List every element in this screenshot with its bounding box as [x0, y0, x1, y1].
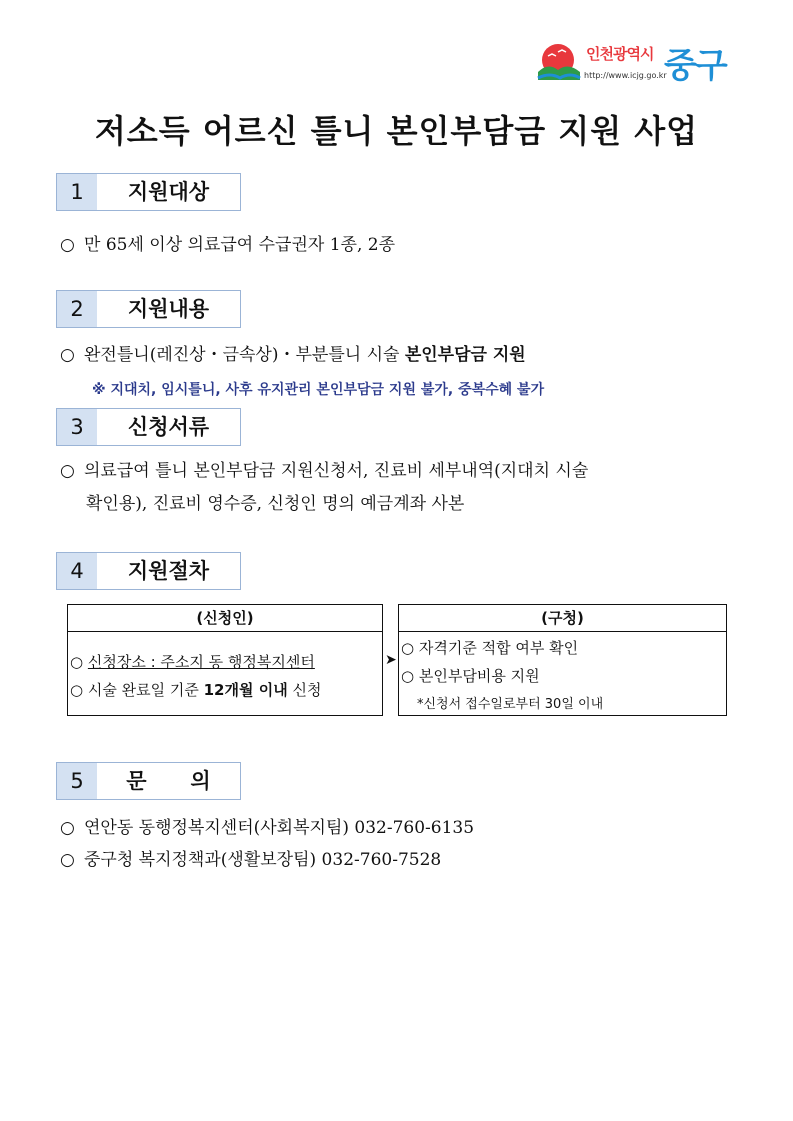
office-row-1 [401, 637, 578, 658]
section-number: 2 [56, 290, 98, 328]
bullet-circle-icon: ○ [60, 818, 75, 838]
logo-url: http://www.icjg.go.kr [584, 71, 667, 80]
bullet-circle-icon: ○ [60, 345, 75, 365]
contact-line-2 [60, 845, 441, 870]
office-check: 자격기준 적합 여부 확인 [418, 639, 579, 657]
applicant-deadline-suffix: 신청 [287, 681, 322, 699]
logo-district-name: 중구 [664, 46, 726, 86]
applicant-row-1 [70, 651, 315, 672]
contact-text: 중구청 복지정책과(생활보장팀) 032-760-7528 [84, 850, 442, 870]
applicant-box [67, 604, 383, 716]
office-header: (구청) [399, 605, 726, 632]
applicant-header: (신청인) [68, 605, 382, 632]
contact-line-1 [60, 813, 474, 838]
section-number: 5 [56, 762, 98, 800]
section-label: 문 의 [97, 762, 241, 800]
section-header-procedure [56, 552, 242, 590]
target-text: 만 65세 이상 의료급여 수급권자 1종, 2종 [84, 235, 395, 255]
bullet-circle-icon: ○ [60, 235, 75, 255]
documents-text-1: 의료급여 틀니 본인부담금 지원신청서, 진료비 세부내역(지대치 시술 [84, 461, 589, 481]
content-highlight: 본인부담금 지원 [404, 345, 526, 365]
sun-mountain-emblem-icon [536, 42, 582, 88]
applicant-deadline-prefix: 시술 완료일 기준 [87, 681, 204, 699]
section-header-documents [56, 408, 242, 446]
bullet-circle-icon: ○ [60, 461, 75, 481]
content-text: 완전틀니(레진상・금속상)・부분틀니 시술 [84, 345, 405, 365]
section-label: 신청서류 [97, 408, 241, 446]
section-header-content [56, 290, 242, 328]
office-support: 본인부담비용 지원 [418, 667, 540, 685]
bullet-circle-icon: ○ [70, 653, 84, 671]
applicant-place: 신청장소 : 주소지 동 행정복지센터 [87, 653, 315, 671]
office-box [398, 604, 727, 716]
section-number: 1 [56, 173, 98, 211]
section-header-contact [56, 762, 242, 800]
target-line [60, 230, 395, 255]
arrow-right-icon: ➤ [385, 652, 397, 668]
section-number: 4 [56, 552, 98, 590]
office-row-2 [401, 665, 540, 686]
content-line [60, 340, 526, 365]
office-row-3: *신청서 접수일로부터 30일 이내 [417, 697, 604, 712]
section-label: 지원절차 [97, 552, 241, 590]
bullet-circle-icon: ○ [60, 850, 75, 870]
contact-text: 연안동 동행정복지센터(사회복지팀) 032-760-6135 [84, 818, 475, 838]
bullet-circle-icon: ○ [401, 639, 415, 657]
content-note: ※ 지대치, 임시틀니, 사후 유지관리 본인부담금 지원 불가, 중복수혜 불가 [92, 382, 545, 398]
district-logo [536, 40, 736, 90]
section-label: 지원내용 [97, 290, 241, 328]
bullet-circle-icon: ○ [401, 667, 415, 685]
section-number: 3 [56, 408, 98, 446]
documents-text-2: 확인용), 진료비 영수증, 신청인 명의 예금계좌 사본 [86, 494, 465, 514]
applicant-deadline: 12개월 이내 [203, 681, 288, 699]
logo-city-name: 인천광역시 [586, 45, 654, 63]
section-label: 지원대상 [97, 173, 241, 211]
page-title: 저소득 어르신 틀니 본인부담금 지원 사업 [94, 112, 699, 150]
applicant-row-2 [70, 679, 321, 700]
bullet-circle-icon: ○ [70, 681, 84, 699]
section-header-target [56, 173, 242, 211]
documents-line [60, 456, 588, 481]
